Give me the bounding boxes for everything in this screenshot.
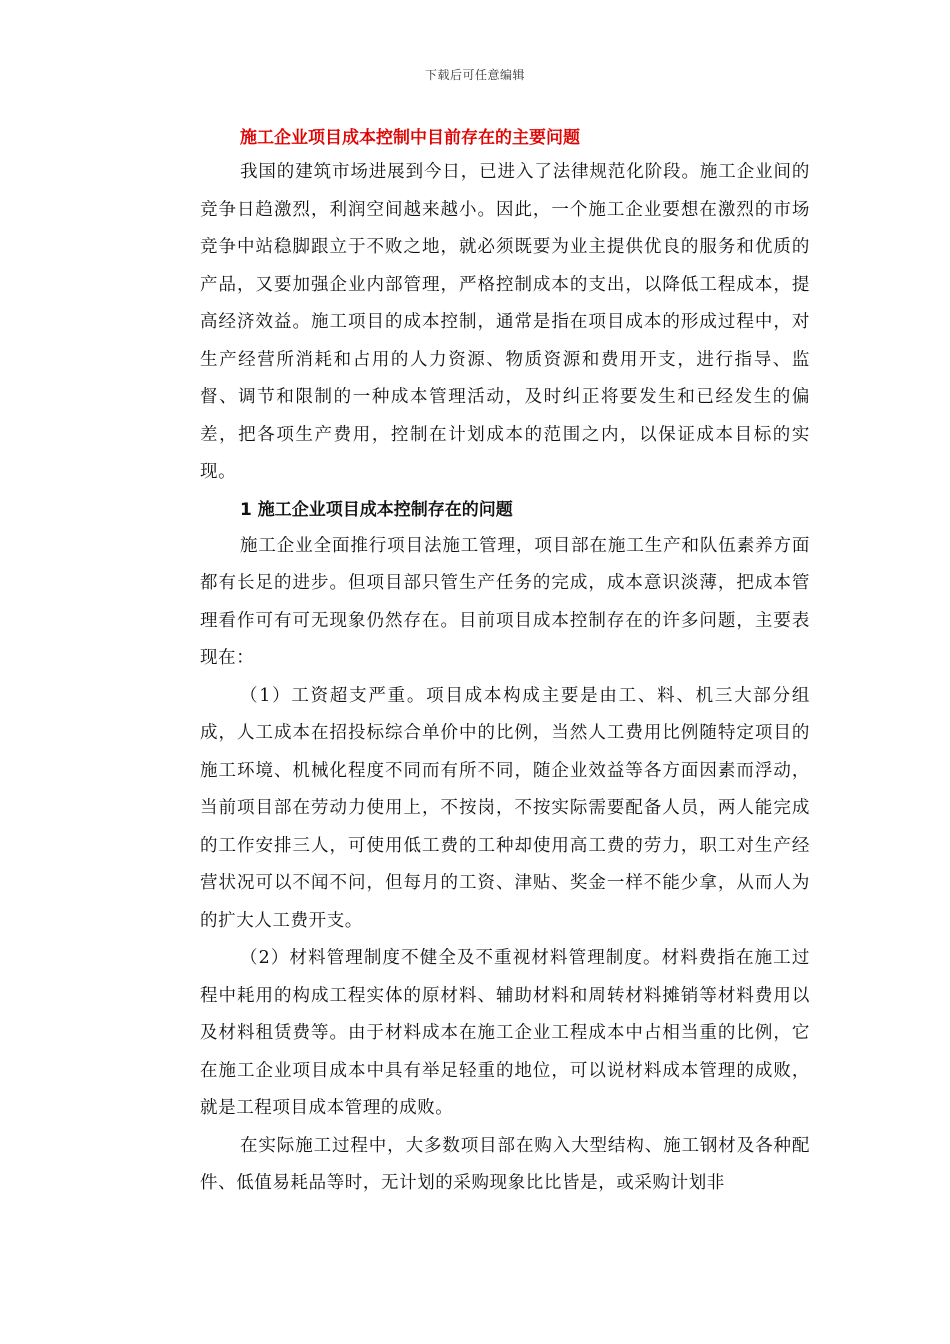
document-title: 施工企业项目成本控制中目前存在的主要问题 (240, 128, 580, 148)
item-2-paragraph: （2）材料管理制度不健全及不重视材料管理制度。材料费指在施工过程中耗用的构成工程实体的原材料、辅助材料和周转材料摊销等材料费用以及材料租赁费等。由于材料成本在施工企业工程成本中占相当重的比例，它在施工企业项目成本中具有举足轻重的地位，可以说材料成本管理的成败，就是工程项目成本管理的成败。 (200, 948, 810, 1118)
intro-paragraph: 我国的建筑市场进展到今日，已进入了法律规范化阶段。施工企业间的竞争日趋激烈，利润空间越来越小。因此，一个施工企业要想在激烈的市场竞争中站稳脚跟立于不败之地，就必须既要为业主提供优良的服务和优质的产品，又要加强企业内部管理，严格控制成本的支出，以降低工程成本，提高经济效益。施工项目的成本控制，通常是指在项目成本的形成过程中，对生产经营所消耗和占用的人力资源、物质资源和费用开支，进行指导、监督、调节和限制的一种成本管理活动，及时纠正将要发生和已经发生的偏差，把各项生产费用，控制在计划成本的范围之内，以保证成本目标的实现。 (200, 162, 810, 482)
item-1-paragraph: （1）工资超支严重。项目成本构成主要是由工、料、机三大部分组成，人工成本在招投标综合单价中的比例，当然人工费用比例随特定项目的施工环境、机械化程度不同而有所不同，随企业效益等各方面因素而浮动，当前项目部在劳动力使用上，不按岗，不按实际需要配备人员，两人能完成的工作安排三人，可使用低工费的工种却使用高工费的劳力，职工对生产经营状况可以不闻不问，但每月的工资、津贴、奖金一样不能少拿，从而人为的扩大人工费开支。 (200, 685, 810, 931)
document-body (200, 124, 810, 1203)
header-note: 下载后可任意编辑 (424, 68, 525, 82)
section-heading: 1 施工企业项目成本控制存在的问题 (240, 499, 513, 520)
item-2-continued-paragraph: 在实际施工过程中，大多数项目部在购入大型结构、施工钢材及各种配件、低值易耗品等时，无计划的采购现象比比皆是，或采购计划非 (200, 1135, 810, 1193)
section-intro-paragraph: 施工企业全面推行项目法施工管理，项目部在施工生产和队伍素养方面都有长足的进步。但项目部只管生产任务的完成，成本意识淡薄，把成本管理看作可有可无现象仍然存在。目前项目成本控制存在的许多问题，主要表现在： (200, 535, 810, 668)
